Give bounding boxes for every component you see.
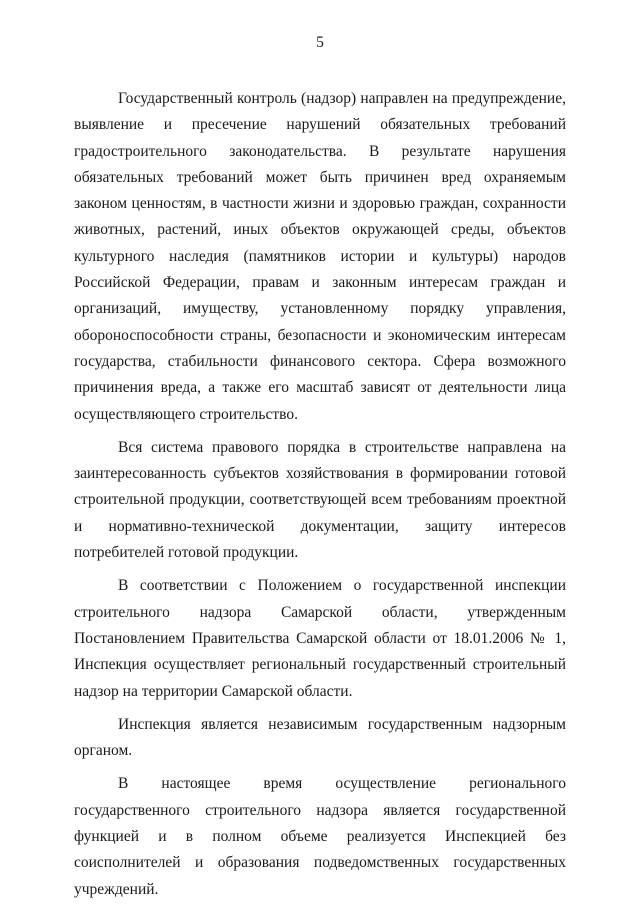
page-number: 5 [316, 34, 324, 51]
paragraph-inspection-regulation: В соответствии с Положением о государственной инспекции строительного надзора Самарской области, утвержденным Постановлением Правительства Самарской области от 18.01.2006 № 1, Инспекция осуществляет региональный государственный строительный надзор на территории Самарской области. [74, 577, 566, 700]
document-body [74, 86, 566, 910]
paragraph-current-function: В настоящее время осуществление регионального государственного строительного надзора является государственной функцией и в полном объеме реализуется Инспекцией без соисполнителей и образования подведомственных государственных учреждений. [74, 775, 566, 898]
paragraph-state-control: Государственный контроль (надзор) направлен на предупреждение, выявление и пресечение нарушений обязательных требований градостроительного законодательства. В результате нарушения обязательных требований может быть причинен вред охраняемым законом ценностям, в частности жизни и здоровью граждан, сохранности животных, растений, иных объектов окружающей среды, объектов культурного наследия (памятников истории и культуры) народов Российской Федерации, правам и законным интересам граждан и организаций, имуществу, установленному порядку управления, обороноспособности страны, безопасности и экономическим интересам государства, стабильности финансового сектора. Сфера возможного причинения вреда, а также его масштаб зависят от деятельности лица осуществляющего строительство. [74, 90, 566, 423]
paragraph-inspection-independence: Инспекция является независимым государственным надзорным органом. [74, 715, 566, 760]
paragraph-legal-order: Вся система правового порядка в строительстве направлена на заинтересованность субъектов хозяйствования в формировании готовой строительной продукции, соответствующей всем требованиям проектной и нормативно-технической документации, защиту интересов потребителей готовой продукции. [74, 438, 566, 562]
